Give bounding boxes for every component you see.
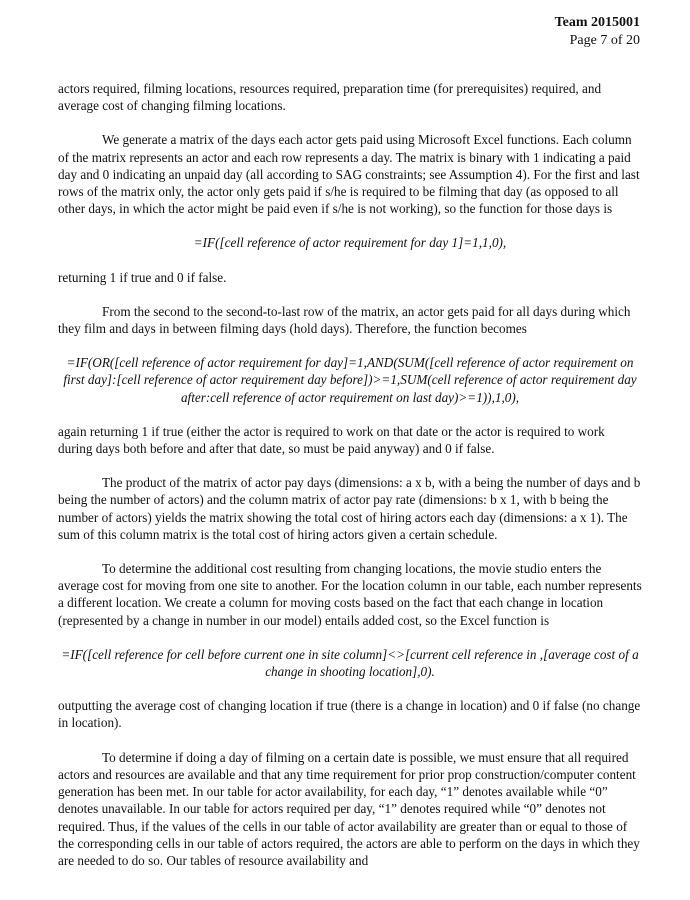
paragraph-returning: returning 1 if true and 0 if false. xyxy=(58,269,227,285)
page-body xyxy=(58,80,642,886)
paragraph-location-cost: To determine the additional cost resulting from changing locations, the movie studio enters the average cost for moving from one site to another. For the location column in our table, each number represents a different location. We create a column for moving costs based on the fact that each change in location (represented by a change in number in our model) entails added cost, so the Excel function is xyxy=(58,561,642,628)
paragraph-pay-matrix: We generate a matrix of the days each actor gets paid using Microsoft Excel functions. Each column of the matrix represents an actor and each row represents a day. The matrix is binary with 1 indicating a paid day and 0 indicating an unpaid day (all according to SAG constraints; see Assumption 4). For the first and last rows of the matrix only, the actor only gets paid if s/he is required to be filming that day (as opposed to all other days, in which the actor might be paid even if s/he is not working), so the function for those days is xyxy=(58,132,640,217)
paragraph-outputting: outputting the average cost of changing location if true (there is a change in location) and 0 if false (no change in location). xyxy=(58,698,641,731)
paragraph-matrix-product: The product of the matrix of actor pay days (dimensions: a x b, with a being the number of days and b being the number of actors) and the column matrix of actor pay rate (dimensions: b x 1, with b being the number of actors) yields the matrix showing the total cost of hiring actors each day (dimensions: a x 1). The sum of this column matrix is the total cost of hiring actors given a certain schedule. xyxy=(58,475,641,542)
page-number: Page 7 of 20 xyxy=(569,33,640,48)
team-number: Team 2015001 xyxy=(554,15,640,30)
paragraph-continued: actors required, filming locations, resources required, preparation time (for prerequisites) required, and average cost of changing filming locations. xyxy=(58,81,602,114)
page-header xyxy=(555,14,640,50)
paragraph-again-returning: again returning 1 if true (either the actor is required to work on that date or the actor is required to work during days both before and after that date, so must be paid anyway) and 0 if false. xyxy=(58,423,605,457)
formula-location-change: =IF([cell reference for cell before current one in site column]<>[current cell reference in ,[average cost of a change in shooting location],0). xyxy=(61,646,639,680)
formula-first-last-day: =IF([cell reference of actor requirement for day 1]=1,1,0), xyxy=(193,235,507,251)
paragraph-availability: To determine if doing a day of filming on a certain date is possible, we must ensure that all required actors and resources are available and that any time requirement for prior prop construction/computer content generation has been met. In our table for actor availability, for each day, “1” denotes available while “0” denotes unavailable. In our table for actors required per day, “1” denotes required while “0” denotes not required. Thus, if the values of the cells in our table of actor availability are greater than or equal to those of the corresponding cells in our table of actors required, the actors are able to perform on the days in which they are needed to do so. Our tables of resource availability and xyxy=(58,749,640,868)
paragraph-hold-days: From the second to the second-to-last row of the matrix, an actor gets paid for all days during which they film and days in between filming days (hold days). Therefore, the function becomes xyxy=(58,303,631,337)
formula-hold-days: =IF(OR([cell reference of actor requirement for day]=1,AND(SUM([cell reference of actor requirement on first day]:[cell reference of actor requirement day before])>=1,SUM(cell reference of actor requirement day after:cell reference of actor requirement on last day)>=1)),1,0), xyxy=(63,355,637,405)
